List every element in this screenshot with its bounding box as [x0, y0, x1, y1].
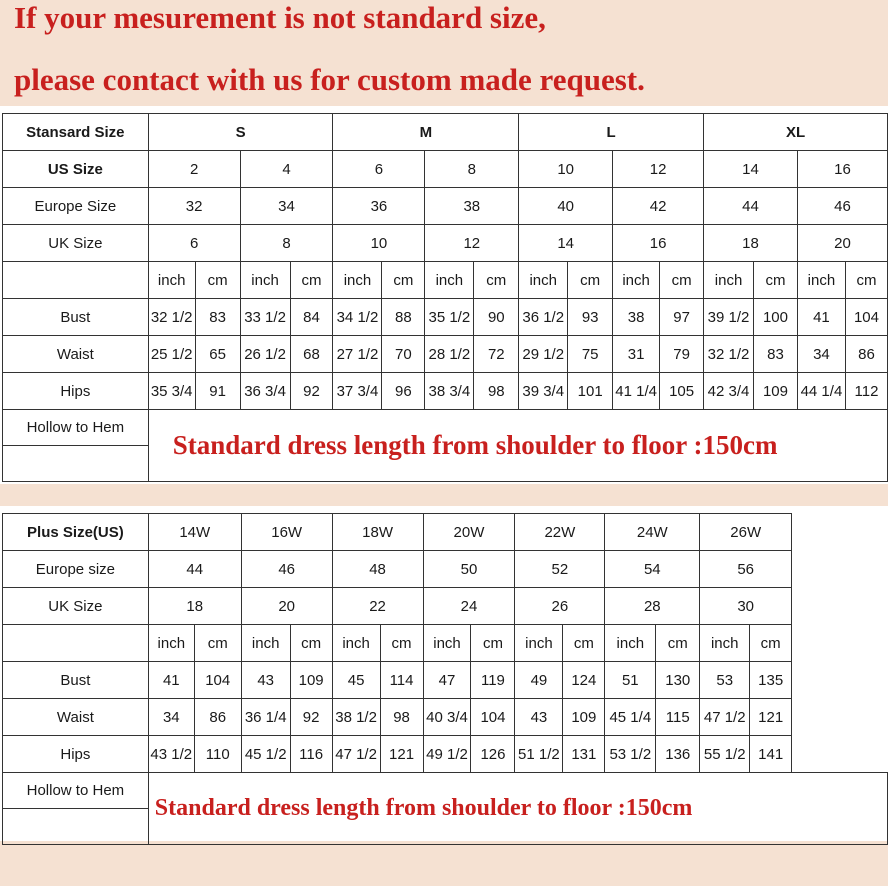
measure-value: 141 [750, 736, 792, 773]
uk-size-value: 26 [515, 588, 605, 625]
hollow-to-hem-blank [3, 809, 149, 845]
uk-size-value: 18 [704, 225, 798, 262]
custom-size-notice-line-2: please contact with us for custom made request. [14, 62, 645, 97]
unit-row-spacer [3, 625, 149, 662]
size-group-xl: XL [704, 114, 888, 151]
unit-cm-header: cm [750, 625, 792, 662]
measure-value: 121 [750, 699, 792, 736]
unit-cm-header: cm [656, 625, 700, 662]
unit-inch-header: inch [605, 625, 656, 662]
measure-value: 40 3/4 [423, 699, 471, 736]
europe-size-value: 50 [423, 551, 515, 588]
plus-us-size-value: 24W [605, 514, 700, 551]
measure-value: 49 [515, 662, 563, 699]
measure-row-hips [3, 736, 888, 773]
dress-length-note: Standard dress length from shoulder to floor :150cm [148, 773, 887, 845]
unit-inch-header: inch [704, 262, 754, 299]
measure-value: 41 1/4 [613, 373, 660, 410]
europe-size-label: Europe size [3, 551, 149, 588]
unit-inch-header: inch [613, 262, 660, 299]
europe-size-value: 42 [613, 188, 704, 225]
europe-size-value: 44 [704, 188, 798, 225]
measure-value: 83 [195, 299, 240, 336]
custom-size-notice-line-1: If your mesurement is not standard size, [14, 0, 546, 35]
measure-value: 131 [563, 736, 605, 773]
measure-value: 109 [563, 699, 605, 736]
plus-size-table [2, 513, 888, 845]
europe-size-value: 44 [148, 551, 241, 588]
measure-value: 109 [754, 373, 798, 410]
measure-value: 92 [290, 373, 333, 410]
measure-value: 109 [290, 662, 332, 699]
measure-value: 104 [845, 299, 887, 336]
us-size-value: 12 [613, 151, 704, 188]
measure-value: 86 [194, 699, 241, 736]
europe-size-value: 38 [425, 188, 519, 225]
measure-value: 68 [290, 336, 333, 373]
plus-size-chart-panel [0, 506, 888, 841]
measure-value: 27 1/2 [333, 336, 382, 373]
measure-value: 101 [568, 373, 613, 410]
europe-size-value: 36 [333, 188, 425, 225]
measure-value: 26 1/2 [240, 336, 290, 373]
europe-size-value: 46 [797, 188, 887, 225]
us-size-row [3, 151, 888, 188]
measure-value: 90 [474, 299, 519, 336]
measure-value: 135 [750, 662, 792, 699]
hollow-to-hem-label: Hollow to Hem [3, 773, 149, 809]
measure-value: 44 1/4 [797, 373, 845, 410]
right-blank [792, 514, 888, 773]
measure-value: 86 [845, 336, 887, 373]
measure-value: 88 [382, 299, 425, 336]
measure-value: 32 1/2 [148, 299, 195, 336]
measure-value: 35 1/2 [425, 299, 474, 336]
measure-value: 45 1/2 [241, 736, 290, 773]
measure-value: 126 [471, 736, 515, 773]
unit-cm-header: cm [380, 625, 423, 662]
measure-value: 41 [148, 662, 194, 699]
measure-value: 45 [332, 662, 380, 699]
measure-value: 116 [290, 736, 332, 773]
unit-cm-header: cm [660, 262, 704, 299]
measure-value: 104 [471, 699, 515, 736]
hollow-to-hem-row [3, 773, 888, 809]
unit-inch-header: inch [425, 262, 474, 299]
measure-value: 70 [382, 336, 425, 373]
unit-inch-header: inch [519, 262, 568, 299]
measure-value: 31 [613, 336, 660, 373]
europe-size-value: 34 [240, 188, 333, 225]
unit-row [3, 625, 888, 662]
plus-us-size-value: 20W [423, 514, 515, 551]
unit-inch-header: inch [700, 625, 750, 662]
uk-size-value: 20 [241, 588, 332, 625]
measure-value: 51 1/2 [515, 736, 563, 773]
uk-size-value: 20 [797, 225, 887, 262]
uk-size-label: UK Size [3, 588, 149, 625]
measure-value: 96 [382, 373, 425, 410]
uk-size-value: 18 [148, 588, 241, 625]
measure-value: 51 [605, 662, 656, 699]
header-label: Stansard Size [3, 114, 149, 151]
measure-value: 43 [515, 699, 563, 736]
uk-size-value: 28 [605, 588, 700, 625]
uk-size-value: 8 [240, 225, 333, 262]
uk-size-value: 30 [700, 588, 792, 625]
unit-inch-header: inch [333, 262, 382, 299]
measure-value: 72 [474, 336, 519, 373]
us-size-value: 2 [148, 151, 240, 188]
measure-value: 105 [660, 373, 704, 410]
measure-value: 79 [660, 336, 704, 373]
measure-value: 29 1/2 [519, 336, 568, 373]
measure-value: 37 3/4 [333, 373, 382, 410]
unit-inch-header: inch [515, 625, 563, 662]
uk-size-value: 6 [148, 225, 240, 262]
unit-cm-header: cm [471, 625, 515, 662]
unit-inch-header: inch [240, 262, 290, 299]
size-group-row [3, 114, 888, 151]
unit-row-spacer [3, 262, 149, 299]
size-group-m: M [333, 114, 519, 151]
plus-us-size-value: 14W [148, 514, 241, 551]
measure-value: 34 [797, 336, 845, 373]
measure-value: 25 1/2 [148, 336, 195, 373]
measure-value: 98 [474, 373, 519, 410]
measure-value: 100 [754, 299, 798, 336]
measure-label: Hips [3, 736, 149, 773]
unit-inch-header: inch [241, 625, 290, 662]
measure-label: Bust [3, 662, 149, 699]
measure-value: 43 [241, 662, 290, 699]
unit-inch-header: inch [148, 625, 194, 662]
uk-size-row [3, 225, 888, 262]
unit-cm-header: cm [568, 262, 613, 299]
measure-value: 35 3/4 [148, 373, 195, 410]
unit-inch-header: inch [332, 625, 380, 662]
measure-label: Waist [3, 336, 149, 373]
europe-size-row [3, 551, 888, 588]
measure-value: 130 [656, 662, 700, 699]
unit-cm-header: cm [290, 625, 332, 662]
measure-value: 43 1/2 [148, 736, 194, 773]
measure-value: 97 [660, 299, 704, 336]
us-size-value: 6 [333, 151, 425, 188]
measure-value: 93 [568, 299, 613, 336]
measure-value: 32 1/2 [704, 336, 754, 373]
measure-value: 84 [290, 299, 333, 336]
header-label: Plus Size(US) [3, 514, 149, 551]
dress-length-note: Standard dress length from shoulder to floor :150cm [148, 410, 887, 482]
measure-row-waist [3, 699, 888, 736]
plus-us-size-value: 22W [515, 514, 605, 551]
measure-row-waist [3, 336, 888, 373]
measure-row-bust [3, 662, 888, 699]
unit-cm-header: cm [290, 262, 333, 299]
measure-value: 36 1/2 [519, 299, 568, 336]
measure-value: 83 [754, 336, 798, 373]
unit-row [3, 262, 888, 299]
europe-size-value: 52 [515, 551, 605, 588]
uk-size-value: 24 [423, 588, 515, 625]
uk-size-row [3, 588, 888, 625]
measure-value: 36 1/4 [241, 699, 290, 736]
hollow-to-hem-label: Hollow to Hem [3, 410, 149, 446]
measure-value: 119 [471, 662, 515, 699]
measure-value: 39 3/4 [519, 373, 568, 410]
measure-value: 38 [613, 299, 660, 336]
measure-value: 110 [194, 736, 241, 773]
measure-value: 38 3/4 [425, 373, 474, 410]
measure-value: 53 [700, 662, 750, 699]
uk-size-value: 12 [425, 225, 519, 262]
plus-us-size-value: 26W [700, 514, 792, 551]
measure-value: 28 1/2 [425, 336, 474, 373]
europe-size-label: Europe Size [3, 188, 149, 225]
unit-cm-header: cm [195, 262, 240, 299]
measure-value: 49 1/2 [423, 736, 471, 773]
hollow-to-hem-row [3, 410, 888, 446]
measure-value: 47 1/2 [700, 699, 750, 736]
us-size-label: US Size [3, 151, 149, 188]
standard-size-table [2, 113, 888, 482]
us-size-value: 16 [797, 151, 887, 188]
measure-value: 98 [380, 699, 423, 736]
us-size-value: 14 [704, 151, 798, 188]
measure-value: 33 1/2 [240, 299, 290, 336]
measure-value: 91 [195, 373, 240, 410]
measure-value: 45 1/4 [605, 699, 656, 736]
measure-value: 47 1/2 [332, 736, 380, 773]
measure-value: 115 [656, 699, 700, 736]
europe-size-row [3, 188, 888, 225]
measure-value: 34 1/2 [333, 299, 382, 336]
us-size-value: 4 [240, 151, 333, 188]
uk-size-value: 14 [519, 225, 613, 262]
measure-value: 36 3/4 [240, 373, 290, 410]
unit-cm-header: cm [754, 262, 798, 299]
measure-value: 112 [845, 373, 887, 410]
europe-size-value: 40 [519, 188, 613, 225]
measure-value: 42 3/4 [704, 373, 754, 410]
hollow-to-hem-blank [3, 446, 149, 482]
plus-us-size-value: 18W [332, 514, 423, 551]
europe-size-value: 32 [148, 188, 240, 225]
measure-value: 124 [563, 662, 605, 699]
unit-cm-header: cm [474, 262, 519, 299]
unit-inch-header: inch [148, 262, 195, 299]
measure-value: 114 [380, 662, 423, 699]
measure-value: 136 [656, 736, 700, 773]
plus-us-size-row [3, 514, 888, 551]
uk-size-label: UK Size [3, 225, 149, 262]
measure-row-bust [3, 299, 888, 336]
measure-value: 47 [423, 662, 471, 699]
measure-value: 92 [290, 699, 332, 736]
us-size-value: 10 [519, 151, 613, 188]
measure-value: 38 1/2 [332, 699, 380, 736]
europe-size-value: 48 [332, 551, 423, 588]
size-group-s: S [148, 114, 333, 151]
europe-size-value: 46 [241, 551, 332, 588]
measure-value: 65 [195, 336, 240, 373]
unit-cm-header: cm [845, 262, 887, 299]
uk-size-value: 16 [613, 225, 704, 262]
unit-cm-header: cm [382, 262, 425, 299]
measure-value: 34 [148, 699, 194, 736]
measure-label: Bust [3, 299, 149, 336]
us-size-value: 8 [425, 151, 519, 188]
measure-label: Waist [3, 699, 149, 736]
unit-cm-header: cm [194, 625, 241, 662]
size-group-l: L [519, 114, 704, 151]
measure-value: 53 1/2 [605, 736, 656, 773]
unit-cm-header: cm [563, 625, 605, 662]
measure-value: 121 [380, 736, 423, 773]
measure-label: Hips [3, 373, 149, 410]
unit-inch-header: inch [797, 262, 845, 299]
measure-value: 104 [194, 662, 241, 699]
uk-size-value: 22 [332, 588, 423, 625]
measure-value: 75 [568, 336, 613, 373]
uk-size-value: 10 [333, 225, 425, 262]
europe-size-value: 54 [605, 551, 700, 588]
unit-inch-header: inch [423, 625, 471, 662]
measure-row-hips [3, 373, 888, 410]
standard-size-chart-panel [0, 106, 888, 484]
plus-us-size-value: 16W [241, 514, 332, 551]
europe-size-value: 56 [700, 551, 792, 588]
measure-value: 41 [797, 299, 845, 336]
measure-value: 55 1/2 [700, 736, 750, 773]
measure-value: 39 1/2 [704, 299, 754, 336]
